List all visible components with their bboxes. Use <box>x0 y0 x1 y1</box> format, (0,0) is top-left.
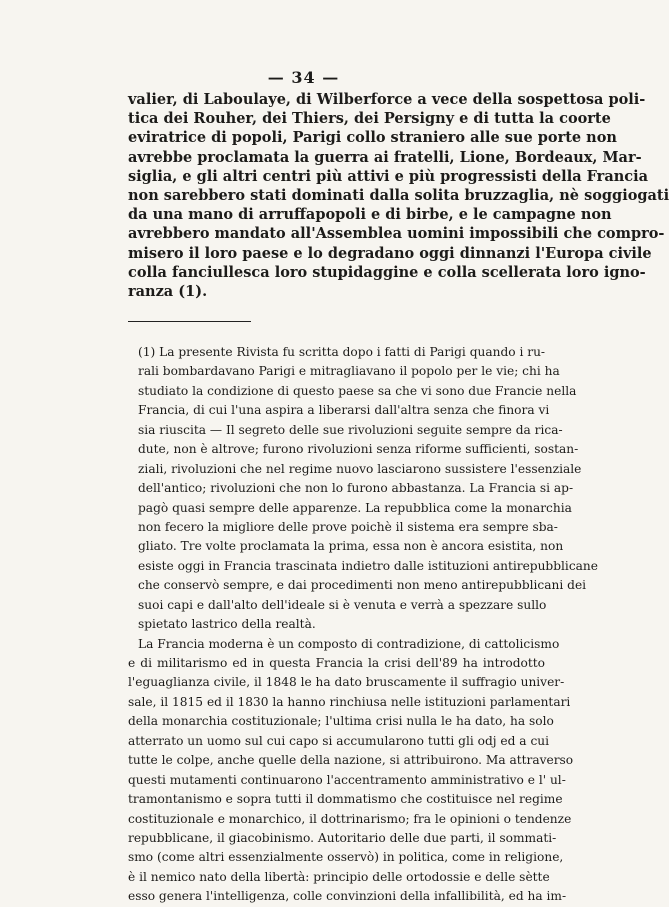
text-line: siglia, e gli altri centri più attivi e più progressisti della Francia <box>128 167 648 185</box>
footnote-line: sia riuscita — Il segreto delle sue rivoluzioni seguite sempre da rica- <box>138 422 563 437</box>
footnote-line: ziali, rivoluzioni che nel regime nuovo lasciarono sussistere l'essenziale <box>138 461 582 476</box>
footnote-line: esiste oggi in Francia trascinata indietro dalle istituzioni antirepubblicane <box>138 558 598 573</box>
footnote-line: pagò quasi sempre delle apparenze. La repubblica come la monarchia <box>138 500 572 515</box>
text-line: tica dei Rouher, dei Thiers, dei Persigny e di tutta la coorte <box>128 110 611 128</box>
footnote-line: questi mutamenti continuarono l'accentramento amministrativo e l' ul- <box>128 772 566 787</box>
main-text <box>128 90 669 301</box>
footnote-line: Francia, di cui l'una aspira a liberarsi dall'altra senza che finora vi <box>138 403 550 418</box>
footnote-line: suoi capi e dall'alto dell'ideale si è venuta e verrà a spezzare sullo <box>138 597 547 612</box>
text-line: misero il loro paese e lo degradano oggi dinnanzi l'Europa civile <box>128 244 652 262</box>
text-line: valier, di Laboulaye, di Wilberforce a vece della sospettosa poli- <box>128 91 646 108</box>
footnote-line: rali bombardavano Parigi e mitragliavano il popolo per le vie; chi ha <box>138 364 560 379</box>
footnote <box>128 343 598 907</box>
text-line: da una mano di arruffapopoli e di birbe, e le campagne non <box>128 206 612 224</box>
footnote-line: non fecero la migliore delle prove poichè il sistema era sempre sba- <box>138 519 558 534</box>
footnote-line: La Francia moderna è un composto di contradizione, di cattolicismo <box>138 636 560 651</box>
footnote-line: repubblicane, il giacobinismo. Autoritario delle due parti, il sommati- <box>128 830 557 845</box>
footnote-line: costituzionale e monarchico, il dottrinarismo; fra le opinioni o tendenze <box>128 811 572 826</box>
text-line: non sarebbero stati dominati dalla solita bruzzaglia, nè soggiogati <box>128 186 669 204</box>
footnote-line: sale, il 1815 ed il 1830 la hanno rinchiusa nelle istituzioni parlamentari <box>128 694 571 709</box>
text-line: ranza (1). <box>128 282 208 300</box>
footnote-line: tutte le colpe, anche quelle della nazione, si attribuirono. Ma attraverso <box>128 753 574 768</box>
footnote-line: studiato la condizione di questo paese sa che vi sono due Francie nella <box>138 383 577 398</box>
footnote-line: gliato. Tre volte proclamata la prima, essa non è ancora esistita, non <box>138 539 564 554</box>
footnote-line: tramontanismo e sopra tutti il dommatismo che costituisce nel regime <box>128 792 563 807</box>
footnote-line: smo (come altri essenzialmente osservò) in politica, come in religione, <box>128 850 564 865</box>
footnote-line: esso genera l'intelligenza, colle convinzioni della infallibilità, ed ha im- <box>128 889 567 904</box>
footnote-separator <box>128 321 251 322</box>
page-number: — 34 — <box>267 68 340 87</box>
text-line: avrebbe proclamata la guerra ai fratelli, Lione, Bordeaux, Mar- <box>128 148 642 166</box>
footnote-line: e di militarismo ed in questa Francia la crisi dell'89 ha introdotto <box>128 656 545 670</box>
footnote-line: dell'antico; rivoluzioni che non lo furono abbastanza. La Francia si ap- <box>138 481 574 496</box>
footnote-line: (1) La presente Rivista fu scritta dopo i fatti di Parigi quando i ru- <box>138 345 546 359</box>
text-line: colla fanciullesca loro stupidaggine e colla scellerata loro igno- <box>128 263 646 281</box>
footnote-line: della monarchia costituzionale; l'ultima crisi nulla le ha dato, ha solo <box>128 714 554 729</box>
footnote-line: atterrato un uomo sul cui capo si accumularono tutti gli odj ed a cui <box>128 733 550 748</box>
footnote-line: è il nemico nato della libertà: principio delle ortodossie e delle sètte <box>128 869 550 884</box>
text-line: avrebbero mandato all'Assemblea uomini impossibili che compro- <box>128 225 665 243</box>
text-line: eviratrice di popoli, Parigi collo straniero alle sue porte non <box>128 129 617 147</box>
footnote-line: spietato lastrico della realtà. <box>138 617 316 632</box>
footnote-line: dute, non è altrove; furono rivoluzioni senza riforme sufficienti, sostan- <box>138 442 579 457</box>
footnote-line: l'eguaglianza civile, il 1848 le ha dato bruscamente il suffragio univer- <box>128 675 565 690</box>
footnote-line: che conservò sempre, e dai procedimenti non meno antirepubblicani dei <box>138 578 587 593</box>
